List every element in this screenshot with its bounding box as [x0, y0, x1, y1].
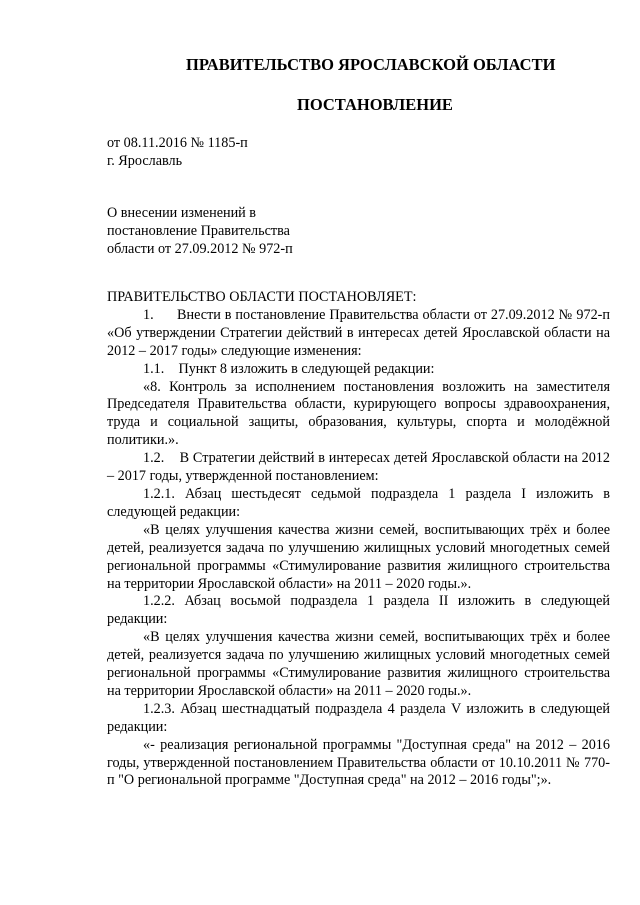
date-number-line: от 08.11.2016 № 1185-п — [107, 135, 248, 151]
document-subject — [107, 204, 293, 258]
paragraph-1-2-1: 1.2.1. Абзац шестьдесят седьмой подраздела 1 раздела I изложить в следующей редакции: — [107, 485, 610, 520]
document-body — [107, 289, 610, 790]
paragraph-1-2-3: 1.2.3. Абзац шестнадцатый подраздела 4 раздела V изложить в следующей редакции: — [107, 700, 610, 735]
city-line: г. Ярославль — [107, 153, 183, 169]
resolution-heading: ПРАВИТЕЛЬСТВО ОБЛАСТИ ПОСТАНОВЛЯЕТ: — [107, 289, 417, 305]
paragraph-1-1-text: «8. Контроль за исполнением постановления возложить на заместителя Председателя Правительства области, курирующего вопросы здравоохранения, труда и социальной защиты, образования, культуры, спорта и молодёжной политики.». — [107, 378, 610, 449]
subject-line-2: постановление Правительства — [107, 223, 290, 239]
paragraph-1-2-2: 1.2.2. Абзац восьмой подраздела 1 раздела II изложить в следующей редакции: — [107, 593, 610, 628]
organization-title: ПРАВИТЕЛЬСТВО ЯРОСЛАВСКОЙ ОБЛАСТИ — [186, 55, 556, 74]
paragraph-1-2-3-text: «- реализация региональной программы "Доступная среда" на 2012 – 2016 годы, утвержденной постановлением Правительства области от 10.10.2011 № 770-п "О региональной программе "Доступная среда" на 2012 – 2016 годы";». — [107, 736, 610, 789]
paragraph-1-2-2-text: «В целях улучшения качества жизни семей, воспитывающих трёх и более детей, реализуется задача по улучшению жилищных условий многодетных семей региональной программы «Стимулирование развития жилищного строительства на территории Ярославской области» на 2011 – 2020 годы.». — [107, 629, 610, 699]
document-meta — [107, 134, 248, 170]
paragraph-1: 1. Внести в постановление Правительства области от 27.09.2012 № 972-п «Об утверждении Стратегии действий в интересах детей Ярославской области на 2012 – 2017 годы» следующие изменения: — [107, 306, 610, 359]
subject-line-1: О внесении изменений в — [107, 205, 257, 221]
paragraph-1-1: 1.1. Пункт 8 изложить в следующей редакции: — [143, 360, 435, 377]
subject-line-3: области от 27.09.2012 № 972-п — [107, 241, 293, 257]
paragraph-1-2: 1.2. В Стратегии действий в интересах детей Ярославской области на 2012 – 2017 годы, утвержденной постановлением: — [107, 450, 610, 485]
paragraph-1-2-1-text: «В целях улучшения качества жизни семей, воспитывающих трёх и более детей, реализуется задача по улучшению жилищных условий многодетных семей региональной программы «Стимулирование развития жилищного строительства на территории Ярославской области» на 2011 – 2020 годы.». — [107, 521, 610, 592]
document-type-title: ПОСТАНОВЛЕНИЕ — [297, 95, 453, 114]
